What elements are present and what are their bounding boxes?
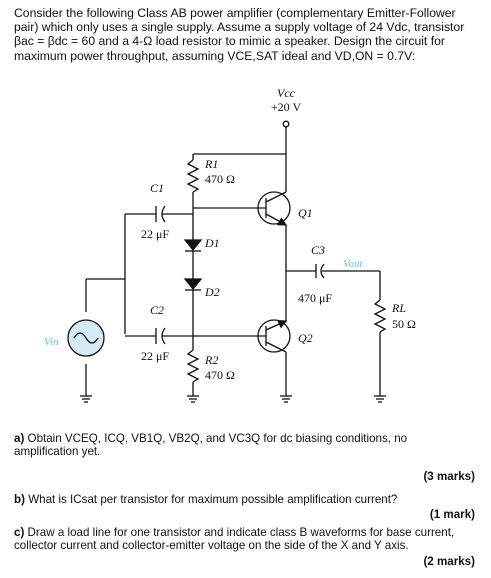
- vcc-terminal: [283, 121, 289, 127]
- question-c-text: Draw a load line for one transistor and indicate class B waveforms for base current, collector current and collector-emitter voltage on the side of the X and Y axis.: [14, 526, 455, 553]
- r2-value: 470 Ω: [205, 368, 235, 382]
- c1-value: 22 μF: [141, 227, 170, 241]
- d1-label: D1: [205, 236, 220, 250]
- d2-label: D2: [205, 285, 220, 299]
- question-a: [14, 432, 414, 459]
- question-b-text: What is ICsat per transistor for maximum possible amplification current?: [28, 493, 398, 506]
- question-b: [14, 493, 454, 506]
- question-a-label: a): [14, 432, 25, 445]
- r1-resistor: [188, 160, 198, 192]
- d1-diode: [185, 240, 201, 250]
- vin-label: Vin: [44, 336, 59, 348]
- vcc-value: +20 V: [270, 100, 302, 114]
- c3-value: 470 μF: [298, 291, 333, 305]
- q1-label: Q1: [298, 206, 313, 220]
- question-b-marks: (1 mark): [429, 508, 475, 521]
- c2-label: C2: [150, 303, 165, 317]
- vout-label: Vout: [343, 258, 363, 270]
- question-a-marks: (3 marks): [423, 470, 475, 483]
- question-c-marks: (2 marks): [423, 555, 475, 568]
- rl-value: 50 Ω: [392, 317, 416, 331]
- vcc-label: Vcc: [277, 86, 295, 100]
- r1-label: R1: [205, 157, 219, 171]
- r2-label: R2: [205, 353, 219, 367]
- question-c: [14, 526, 464, 553]
- q2-label: Q2: [298, 331, 313, 345]
- c2-value: 22 μF: [141, 349, 170, 363]
- circuit-diagram: [0, 74, 491, 420]
- problem-intro: Consider the following Class AB power amplifier (complementary Emitter-Follower pair) which only uses a single supply. Assume a supply voltage of 24 Vdc, transistor βac = βdc = 60 and a 4-Ω load resistor to mimic a speaker. Design the circuit for maximum power throughput, assuming VCE,SAT ideal and VD,ON = 0.7V:: [14, 6, 465, 63]
- question-c-label: c): [14, 526, 25, 539]
- question-b-label: b): [14, 493, 25, 506]
- r2-resistor: [188, 350, 198, 382]
- ground-symbols: [80, 396, 386, 402]
- rl-label: RL: [392, 301, 407, 315]
- d2-diode: [185, 279, 201, 289]
- question-a-text: Obtain VCEQ, ICQ, VB1Q, VB2Q, and VC3Q for dc biasing conditions, no amplification yet.: [14, 432, 408, 459]
- rl-resistor: [375, 300, 385, 332]
- r1-value: 470 Ω: [205, 172, 235, 186]
- c3-label: C3: [311, 243, 326, 257]
- c1-label: C1: [150, 181, 165, 195]
